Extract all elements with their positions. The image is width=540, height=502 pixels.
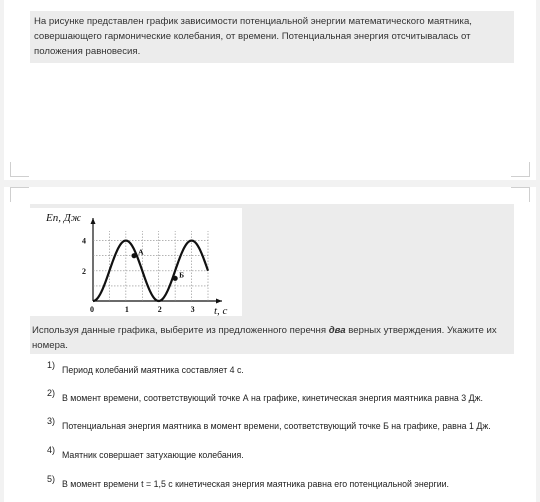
point-label: Б (179, 270, 185, 280)
option-number: 1) (47, 360, 56, 370)
x-tick-label: 3 (190, 305, 195, 314)
question-suffix: верных утверждения. Укажите их номера. (32, 325, 497, 351)
y-axis-label: Eп, Дж (46, 212, 81, 224)
question-instruction (30, 323, 516, 353)
x-axis-label: t, с (214, 305, 228, 316)
y-tick-label: 2 (82, 266, 86, 276)
question-prefix: Используя данные графика, выберите из предложенного перечня (32, 325, 329, 336)
card-corner-top-right (511, 187, 530, 202)
problem-statement-text: На рисунке представлен график зависимости потенциальной энергии математического маятника, совершающего гармонические колебания, от времени. Потенциальная энергия отсчитывалась от положения равновесия. (30, 11, 514, 63)
card-corner-bottom-left (10, 162, 29, 177)
option-text: В момент времени, соответствующий точке А на графике, кинетическая энергия маятника равна 3 Дж. (62, 393, 483, 403)
card-corner-top-left (10, 187, 29, 202)
question-block (30, 204, 514, 354)
option-text: В момент времени t = 1,5 с кинетическая энергия маятника равна его потенциальной энергии. (62, 479, 449, 489)
point-Б (173, 276, 178, 281)
question-emphasis: два (328, 325, 346, 336)
energy-chart-svg (30, 208, 242, 316)
point-А (131, 253, 136, 258)
point-label: А (138, 247, 144, 257)
option-number: 5) (47, 474, 56, 484)
x-tick-label: 1 (124, 305, 129, 314)
option-text: Период колебаний маятника составляет 4 с. (62, 365, 244, 375)
x-axis-arrow (216, 299, 222, 304)
question-card (4, 187, 536, 502)
option-text: Маятник совершает затухающие колебания. (62, 450, 244, 460)
option-number: 4) (47, 445, 56, 455)
y-tick-label: 4 (82, 236, 86, 246)
option-number: 3) (47, 416, 56, 426)
problem-statement-card (4, 0, 536, 180)
energy-time-graph (30, 208, 242, 316)
option-number: 2) (47, 388, 56, 398)
x-tick-label: 0 (90, 305, 94, 314)
card-corner-bottom-right (511, 162, 530, 177)
x-tick-label: 2 (157, 305, 162, 314)
option-text: Потенциальная энергия маятника в момент времени, соответствующий точке Б на графике, равна 1 Дж. (62, 421, 491, 431)
y-axis-arrow (91, 218, 96, 224)
